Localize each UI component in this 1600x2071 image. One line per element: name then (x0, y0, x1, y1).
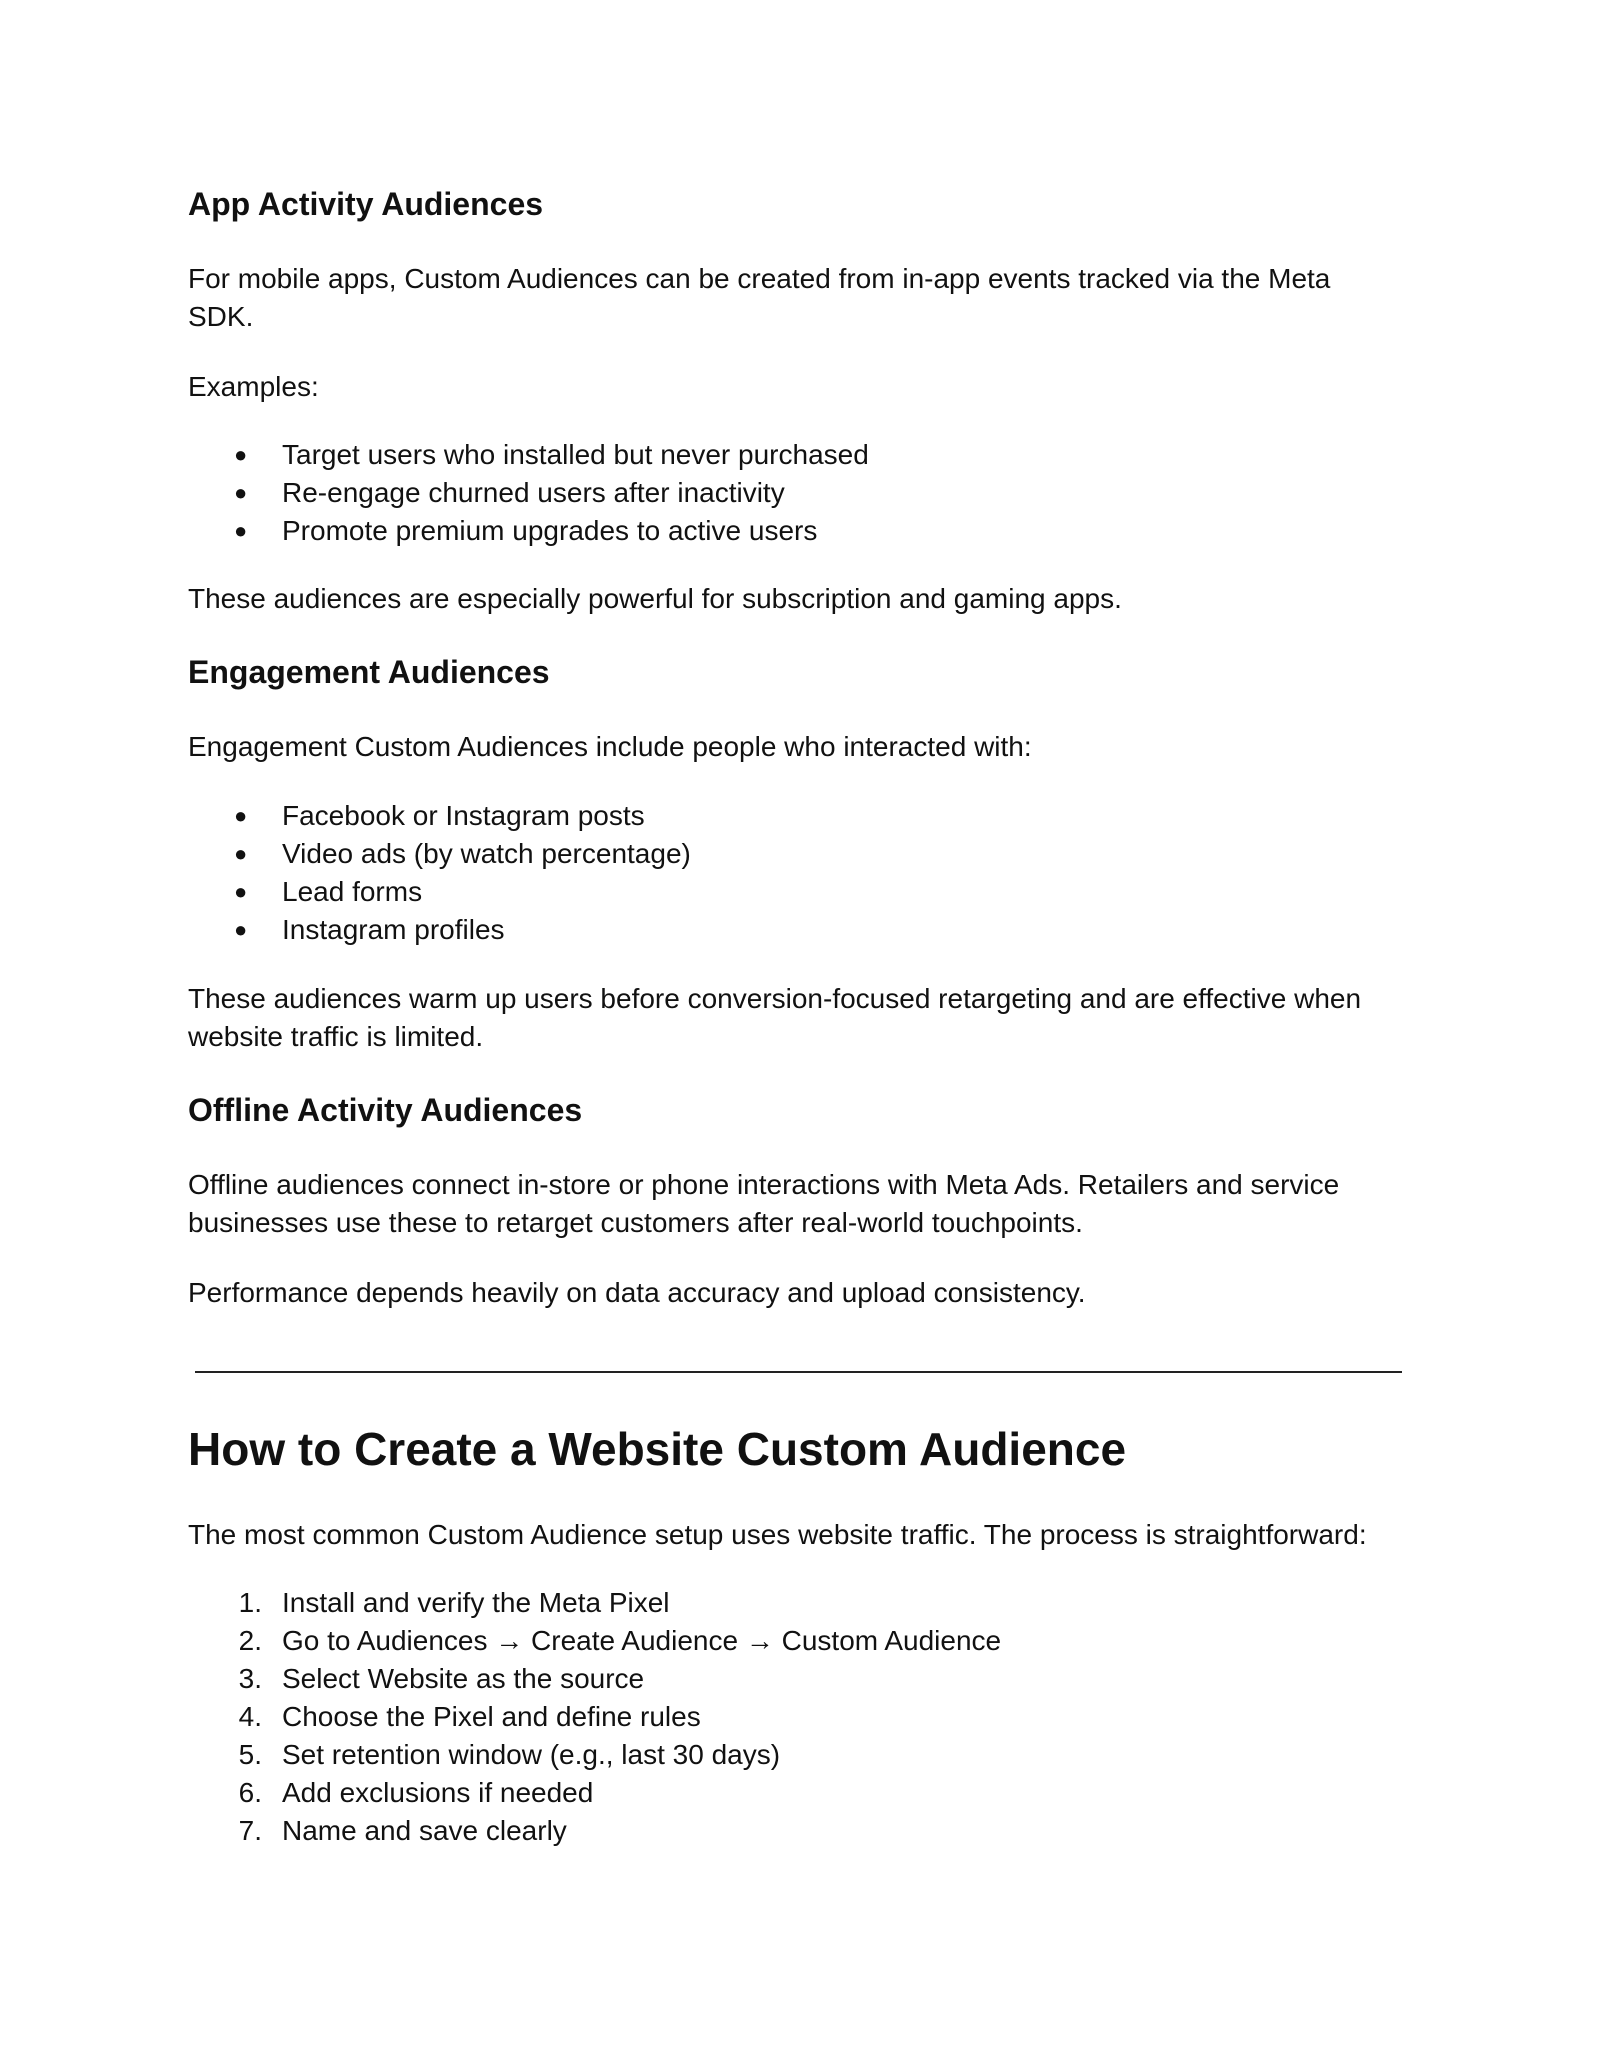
step-text: Add exclusions if needed (282, 1777, 594, 1808)
step-number: 4. (238, 1701, 262, 1732)
step-text: Name and save clearly (282, 1815, 567, 1846)
offline-para-1-line-1: Offline audiences connect in-store or phone interactions with Meta Ads. Retailers and service (188, 1169, 1340, 1200)
bullet-icon: ● (234, 442, 248, 467)
list-item-text: Lead forms (282, 876, 423, 907)
step-number: 5. (238, 1739, 262, 1770)
how-to-intro: The most common Custom Audience setup uses website traffic. The process is straightforward: (188, 1519, 1367, 1550)
step-number: 2. (238, 1625, 262, 1656)
examples-label: Examples: (188, 371, 319, 402)
step-number: 3. (238, 1663, 262, 1694)
step-number: 6. (238, 1777, 262, 1808)
list-item-text: Promote premium upgrades to active users (282, 515, 818, 546)
offline-para-1-line-2: businesses use these to retarget customers after real-world touchpoints. (188, 1207, 1083, 1238)
bullet-icon: ● (234, 879, 248, 904)
bullet-icon: ● (234, 841, 248, 866)
offline-para-2: Performance depends heavily on data accuracy and upload consistency. (188, 1277, 1086, 1308)
step-number: 7. (238, 1815, 262, 1846)
horizontal-divider (195, 1371, 1402, 1373)
step-text: Set retention window (e.g., last 30 days) (282, 1739, 781, 1770)
step-text: Select Website as the source (282, 1663, 645, 1694)
bullet-icon: ● (234, 803, 248, 828)
bullet-icon: ● (234, 917, 248, 942)
app-activity-intro-line-2: SDK. (188, 301, 254, 332)
bullet-icon: ● (234, 480, 248, 505)
engagement-intro: Engagement Custom Audiences include people who interacted with: (188, 731, 1032, 762)
list-item-text: Target users who installed but never purchased (282, 439, 869, 470)
engagement-closing-line-1: These audiences warm up users before conversion-focused retargeting and are effective when (188, 983, 1362, 1014)
step-text: Go to Audiences → Create Audience → Custom Audience (282, 1625, 1002, 1656)
engagement-closing-line-2: website traffic is limited. (188, 1021, 484, 1052)
section-heading-offline: Offline Activity Audiences (188, 1092, 583, 1128)
list-item-text: Re-engage churned users after inactivity (282, 477, 785, 508)
page-title: How to Create a Website Custom Audience (188, 1423, 1127, 1475)
app-activity-intro-line-1: For mobile apps, Custom Audiences can be created from in-app events tracked via the Meta (188, 263, 1331, 294)
section-heading-engagement: Engagement Audiences (188, 654, 550, 690)
step-text: Install and verify the Meta Pixel (282, 1587, 670, 1618)
bullet-icon: ● (234, 518, 248, 543)
section-heading-app-activity: App Activity Audiences (188, 186, 544, 222)
list-item-text: Instagram profiles (282, 914, 505, 945)
step-text: Choose the Pixel and define rules (282, 1701, 701, 1732)
app-activity-closing: These audiences are especially powerful for subscription and gaming apps. (188, 583, 1122, 614)
list-item-text: Facebook or Instagram posts (282, 800, 645, 831)
step-number: 1. (238, 1587, 262, 1618)
list-item-text: Video ads (by watch percentage) (282, 838, 691, 869)
